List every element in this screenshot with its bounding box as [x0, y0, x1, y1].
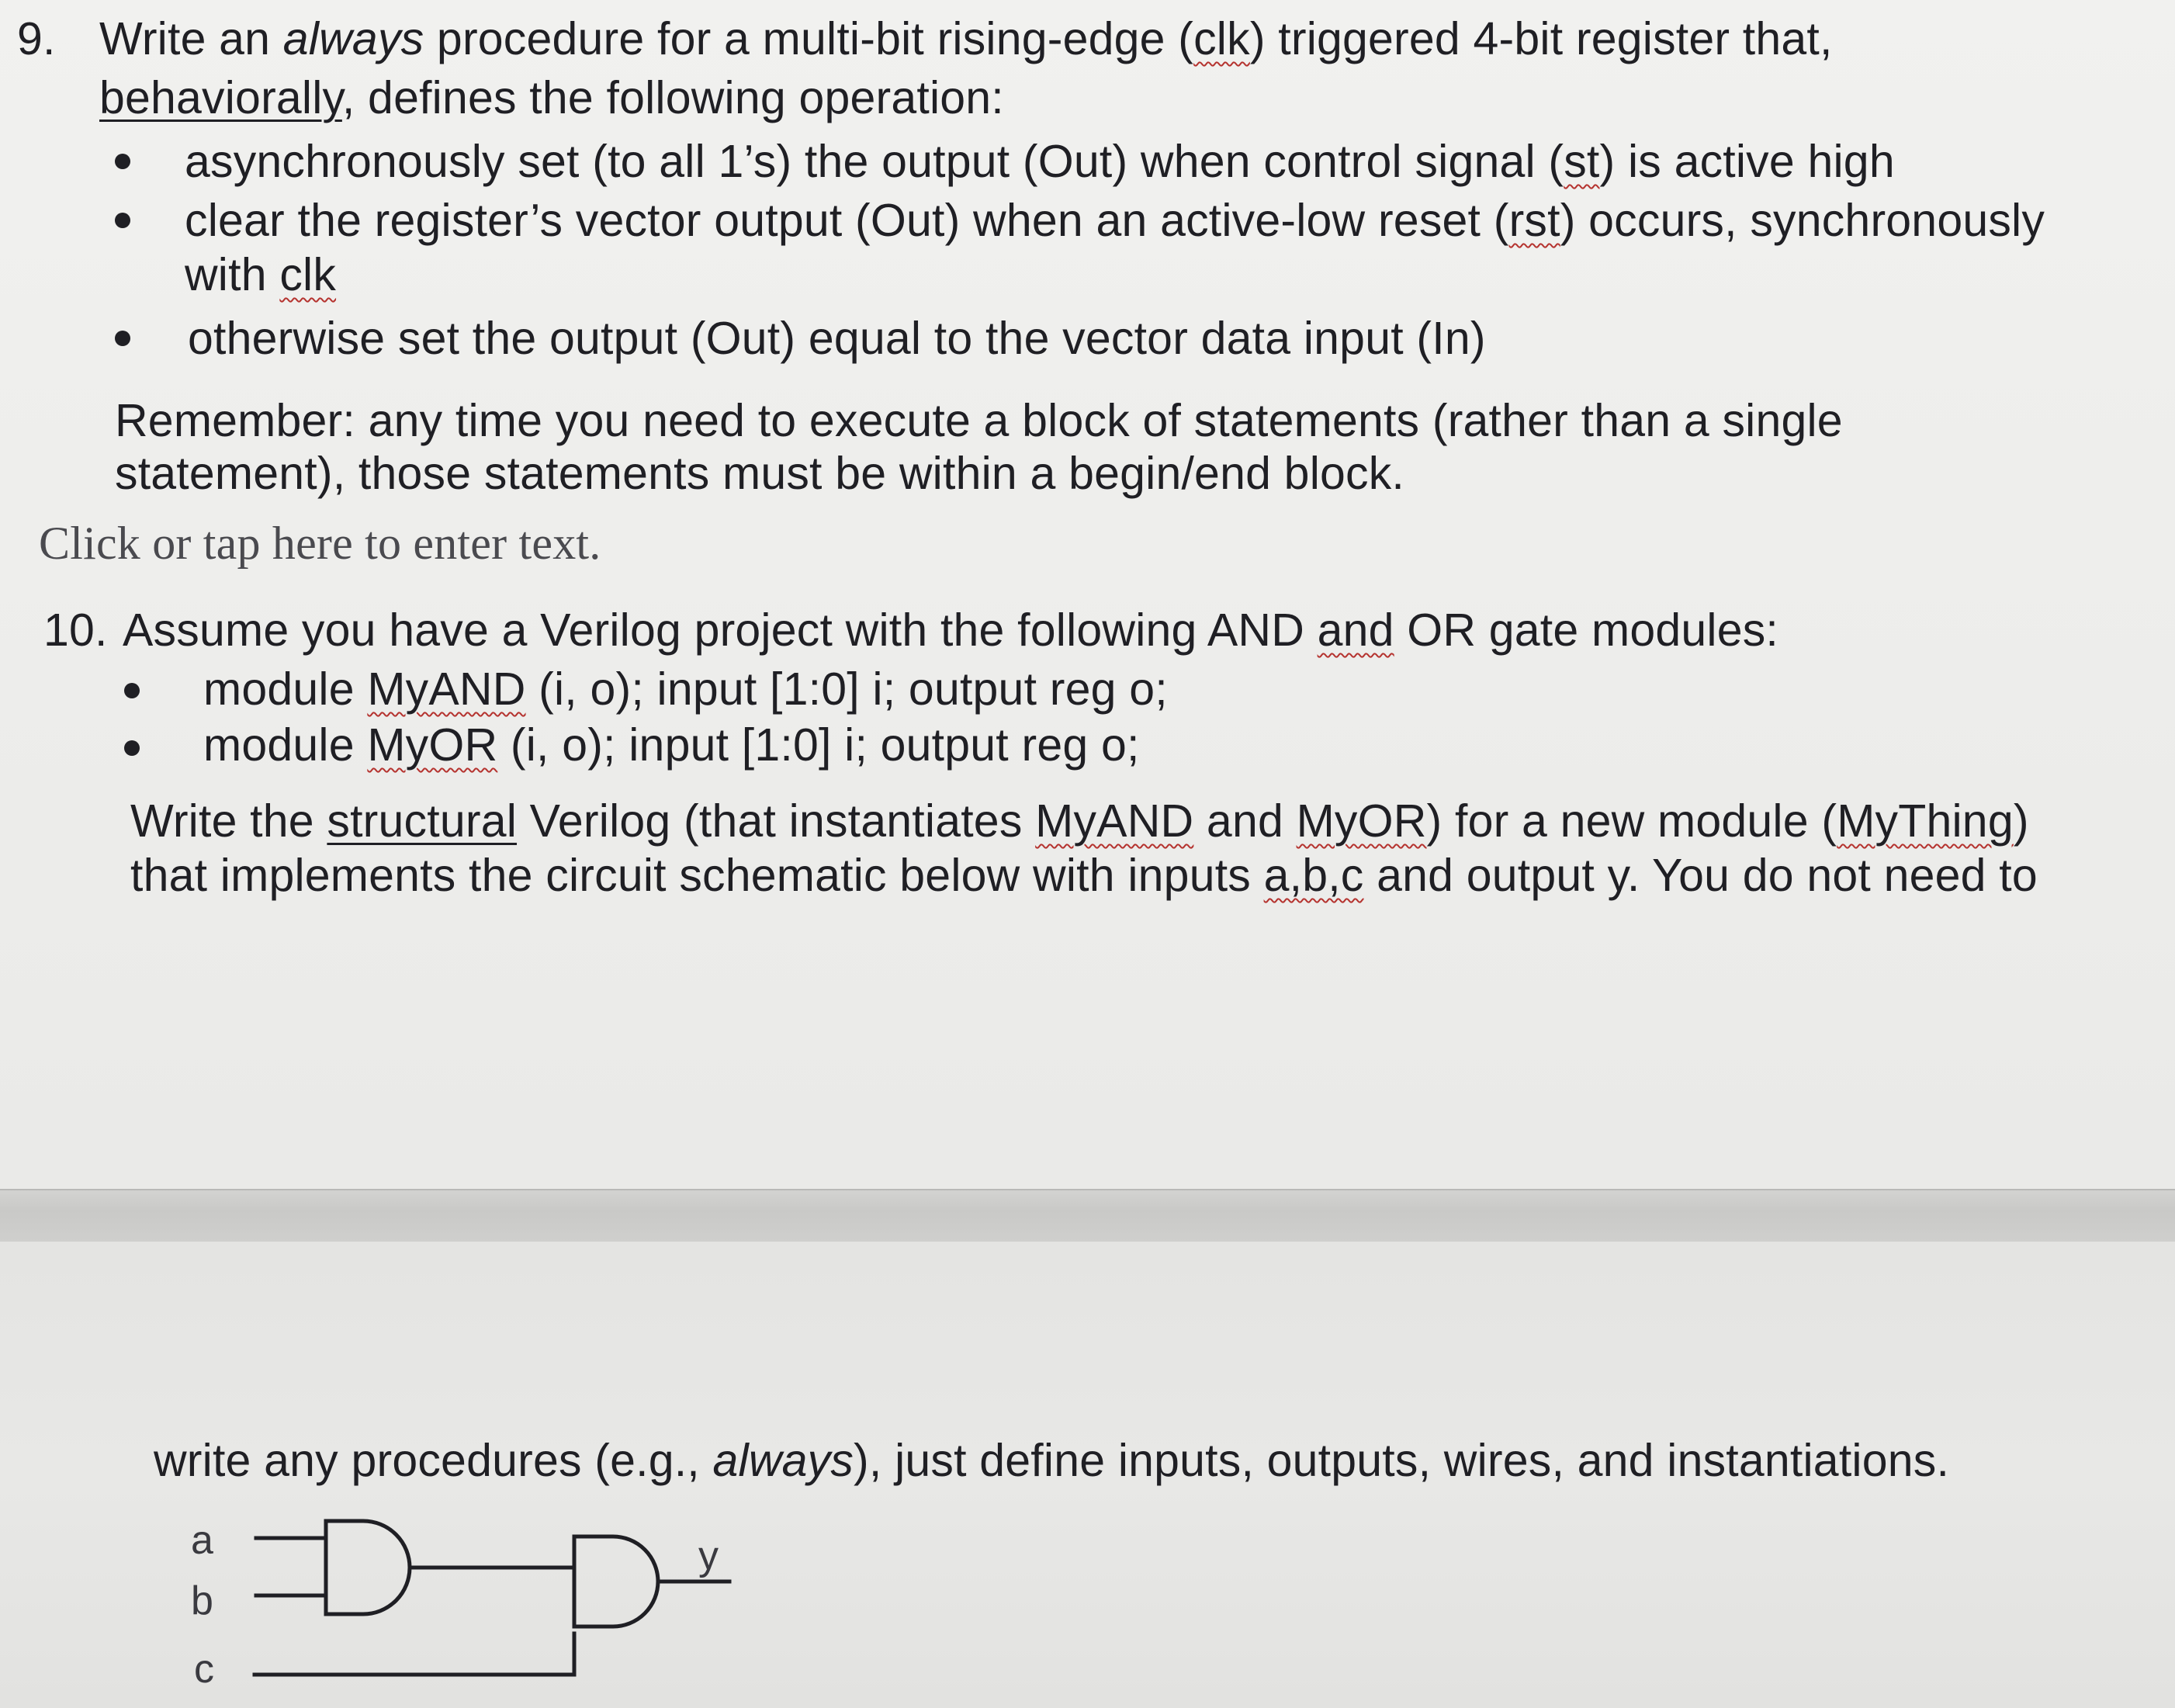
question-10-number: 10.	[43, 605, 108, 656]
q10-paragraph-line1: Write the structural Verilog (that instantiates MyAND and MyOR) for a new module (MyThing)	[130, 795, 2029, 847]
question-9-number: 9.	[17, 13, 56, 64]
question-9-line2: behaviorally, defines the following operation:	[99, 72, 1004, 123]
bullet-icon	[115, 154, 130, 169]
bullet-icon	[124, 740, 140, 756]
page-break-divider	[0, 1189, 2175, 1243]
q10-paragraph-line2: that implements the circuit schematic below with inputs a,b,c and output y. You do not need to	[130, 850, 2038, 901]
question-9-intro: Write an always procedure for a multi-bit rising-edge (clk) triggered 4-bit register that,	[99, 13, 1833, 64]
q9-bullet-2: clear the register’s vector output (Out) when an active-low reset (rst) occurs, synchronously	[185, 195, 2045, 246]
q9-remember-line1: Remember: any time you need to execute a block of statements (rather than a single	[115, 395, 1843, 446]
input-label-c: c	[194, 1647, 214, 1684]
q9-bullet-3: otherwise set the output (Out) equal to the vector data input (In)	[188, 313, 1486, 364]
wire-c	[255, 1634, 574, 1675]
bullet-icon	[124, 683, 140, 698]
q9-bullet-2-cont: with clk	[185, 249, 337, 300]
question-10-intro: Assume you have a Verilog project with the following AND and OR gate modules:	[123, 605, 1778, 656]
input-label-b: b	[191, 1578, 213, 1623]
bullet-icon	[115, 213, 130, 228]
circuit-schematic	[171, 1505, 869, 1684]
q9-remember-line2: statement), those statements must be within a begin/end block.	[115, 448, 1405, 499]
input-label-a: a	[191, 1518, 213, 1563]
and-gate-2	[574, 1537, 658, 1627]
q10-paragraph-line3: write any procedures (e.g., always), just define inputs, outputs, wires, and instantiations.	[154, 1435, 1950, 1486]
q10-module-myand: module MyAND (i, o); input [1:0] i; output reg o;	[203, 663, 1168, 715]
answer-placeholder-field[interactable]: Click or tap here to enter text.	[39, 518, 601, 569]
bullet-icon	[115, 331, 130, 346]
q10-module-myor: module MyOR (i, o); input [1:0] i; output reg o;	[203, 719, 1140, 771]
output-label-y: y	[698, 1533, 719, 1578]
q9-bullet-1: asynchronously set (to all 1’s) the output (Out) when control signal (st) is active high	[185, 136, 1895, 187]
and-gate-1	[326, 1521, 410, 1614]
